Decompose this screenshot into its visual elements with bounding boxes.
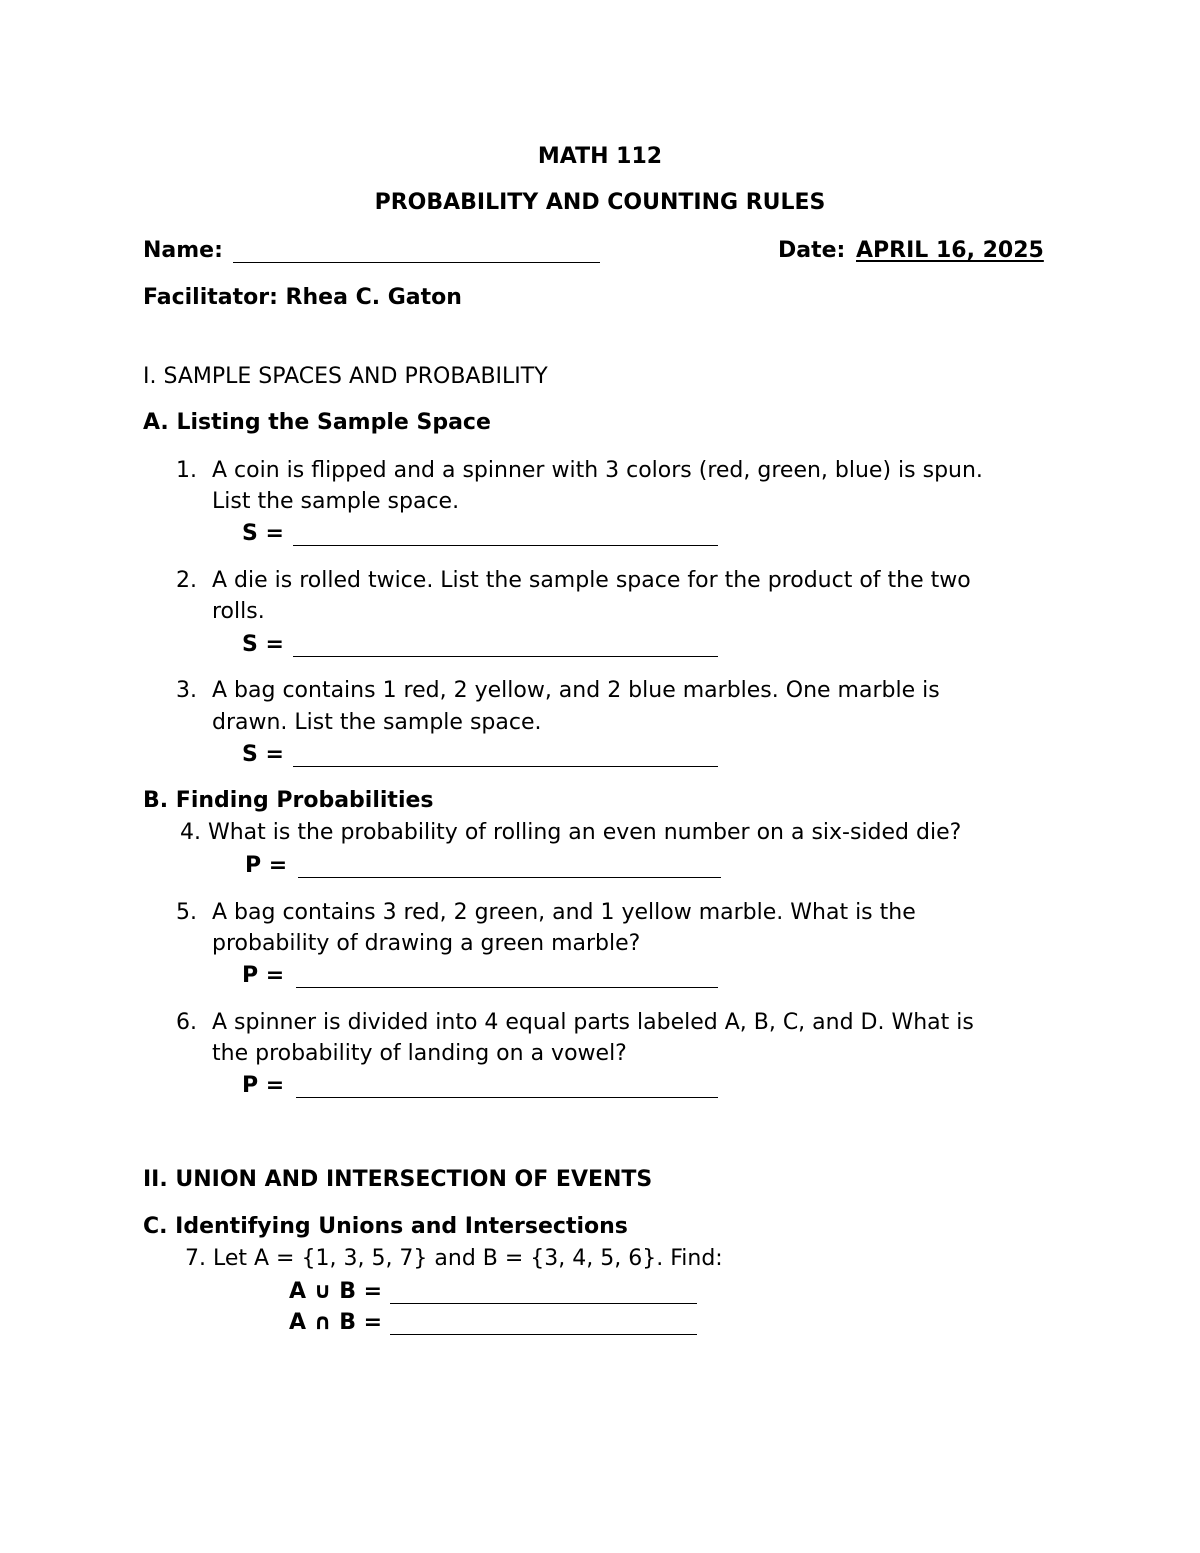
part-b-heading: B. Finding Probabilities bbox=[143, 788, 434, 813]
part-a-heading: A. Listing the Sample Space bbox=[143, 410, 491, 435]
q2-text-line1: A die is rolled twice. List the sample space for the product of the two bbox=[212, 568, 971, 593]
q3-text-line2: drawn. List the sample space. bbox=[212, 710, 542, 735]
q4-text: 4. What is the probability of rolling an even number on a six-sided die? bbox=[180, 820, 962, 845]
date-label: Date: bbox=[778, 238, 846, 263]
q6-text-line2: the probability of landing on a vowel? bbox=[212, 1041, 627, 1066]
q7-intersection-label: A ∩ B = bbox=[289, 1310, 383, 1335]
q7-union-blank[interactable] bbox=[390, 1303, 697, 1304]
q3-text-line1: A bag contains 1 red, 2 yellow, and 2 blue marbles. One marble is bbox=[212, 678, 940, 703]
q6-answer-label: P = bbox=[242, 1073, 285, 1098]
q7-intersection-blank[interactable] bbox=[390, 1334, 697, 1335]
name-label: Name: bbox=[143, 238, 223, 263]
q4-answer-blank[interactable] bbox=[298, 877, 721, 878]
q1-answer-blank[interactable] bbox=[293, 545, 718, 546]
q2-answer-blank[interactable] bbox=[293, 656, 718, 657]
q2-answer-label: S = bbox=[242, 632, 284, 657]
date-value: APRIL 16, 2025 bbox=[856, 238, 1044, 263]
facilitator: Facilitator: Rhea C. Gaton bbox=[143, 285, 462, 310]
q6-text-line1: A spinner is divided into 4 equal parts labeled A, B, C, and D. What is bbox=[212, 1010, 974, 1035]
part-c-heading: C. Identifying Unions and Intersections bbox=[143, 1214, 628, 1239]
q5-text-line1: A bag contains 3 red, 2 green, and 1 yellow marble. What is the bbox=[212, 900, 916, 925]
q6-answer-blank[interactable] bbox=[296, 1097, 718, 1098]
q6-number: 6. bbox=[176, 1010, 197, 1035]
q2-text-line2: rolls. bbox=[212, 599, 265, 624]
q3-answer-label: S = bbox=[242, 742, 284, 767]
q5-text-line2: probability of drawing a green marble? bbox=[212, 931, 641, 956]
q5-answer-label: P = bbox=[242, 963, 285, 988]
q1-answer-label: S = bbox=[242, 521, 284, 546]
q2-number: 2. bbox=[176, 568, 197, 593]
section-2-heading: II. UNION AND INTERSECTION OF EVENTS bbox=[143, 1167, 653, 1192]
q3-number: 3. bbox=[176, 678, 197, 703]
q1-number: 1. bbox=[176, 458, 197, 483]
q5-number: 5. bbox=[176, 900, 197, 925]
section-1-heading: I. SAMPLE SPACES AND PROBABILITY bbox=[143, 364, 548, 389]
q4-answer-label: P = bbox=[245, 853, 288, 878]
q7-text: 7. Let A = {1, 3, 5, 7} and B = {3, 4, 5, 6}. Find: bbox=[185, 1246, 723, 1271]
course-code: MATH 112 bbox=[537, 144, 663, 169]
q1-text-line2: List the sample space. bbox=[212, 489, 460, 514]
q3-answer-blank[interactable] bbox=[293, 766, 718, 767]
q1-text-line1: A coin is flipped and a spinner with 3 colors (red, green, blue) is spun. bbox=[212, 458, 983, 483]
name-blank[interactable] bbox=[233, 262, 600, 263]
q7-union-label: A ∪ B = bbox=[289, 1279, 383, 1304]
page-title: PROBABILITY AND COUNTING RULES bbox=[374, 190, 826, 215]
q5-answer-blank[interactable] bbox=[296, 987, 718, 988]
